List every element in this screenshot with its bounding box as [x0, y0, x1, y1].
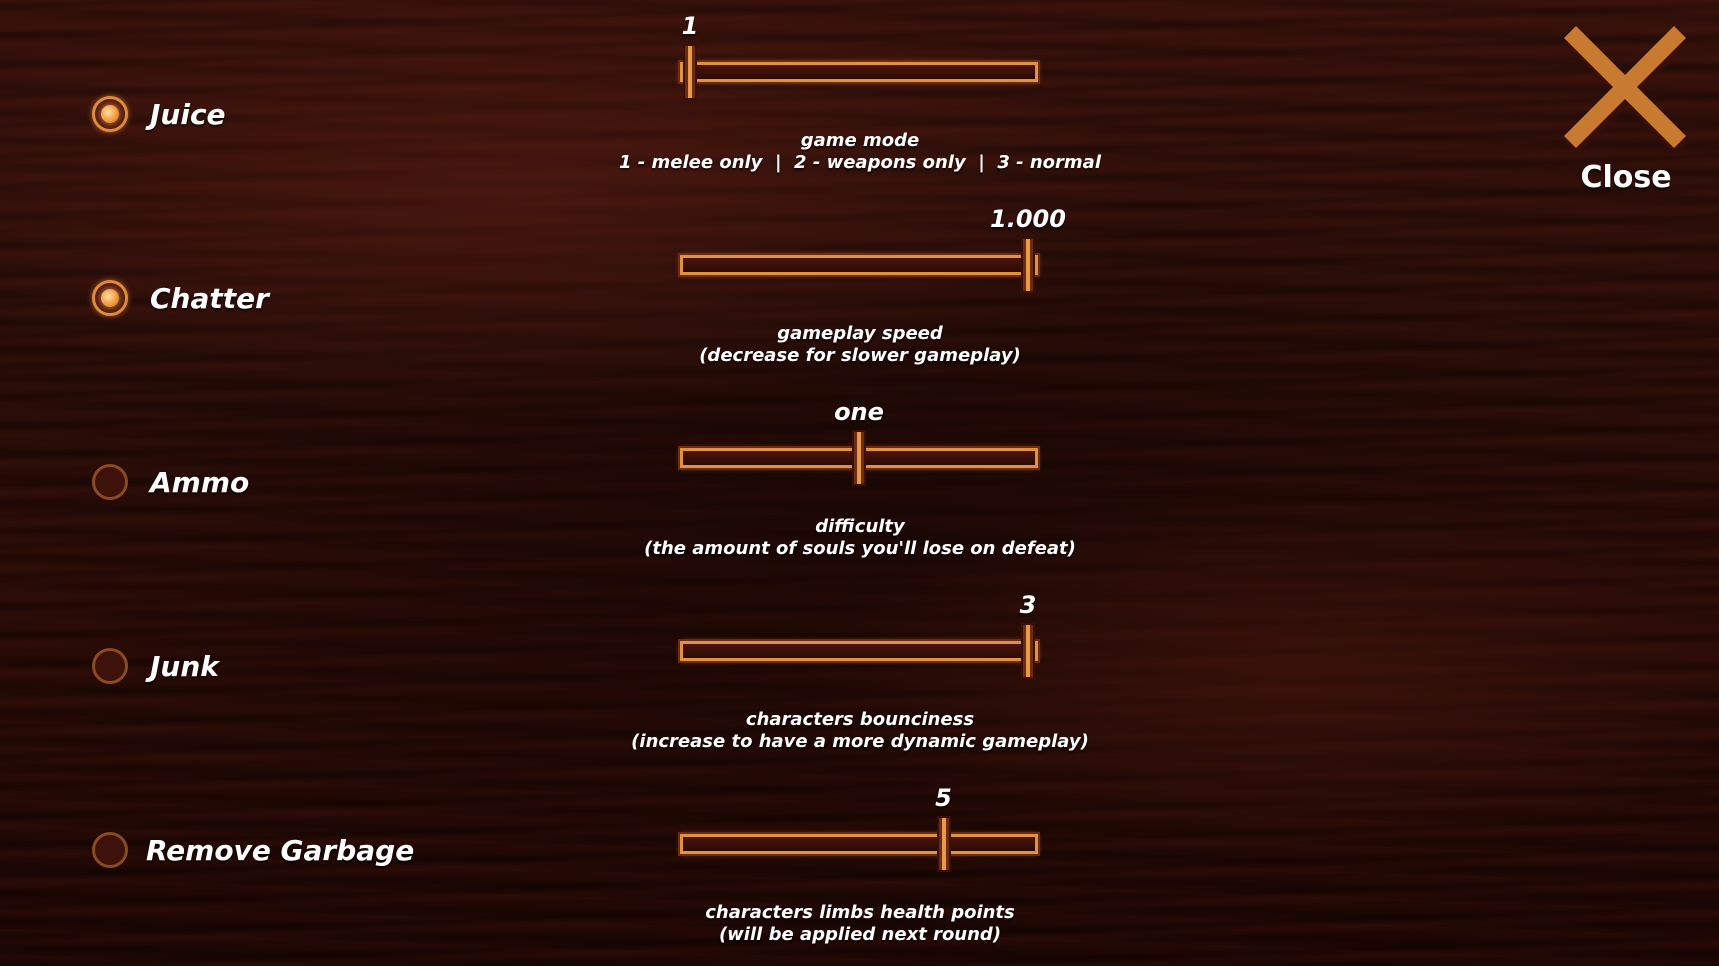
- toggle-label: Remove Garbage: [146, 833, 415, 867]
- slider-thumb[interactable]: [937, 816, 951, 872]
- toggle-juice[interactable]: [92, 94, 226, 134]
- close-button[interactable]: [1560, 26, 1692, 206]
- slider-value: 3: [1019, 591, 1037, 619]
- slider-description: [610, 323, 1110, 367]
- slider-description: [610, 902, 1110, 946]
- slider-desc-line2: (decrease for slower gameplay): [699, 345, 1021, 366]
- slider-thumb[interactable]: [1021, 237, 1035, 293]
- slider-bounciness: [610, 591, 1110, 771]
- slider-desc-line1: characters limbs health points: [705, 902, 1015, 923]
- slider-desc-line1: difficulty: [815, 516, 905, 537]
- toggle-label: Juice: [150, 97, 226, 131]
- toggle-ammo[interactable]: [92, 462, 249, 502]
- toggle-remove-garbage[interactable]: [92, 830, 414, 870]
- slider-desc-line1: game mode: [800, 130, 920, 151]
- close-label: Close: [1580, 160, 1672, 195]
- slider-thumb[interactable]: [683, 44, 697, 100]
- slider-track[interactable]: [680, 834, 1038, 854]
- toggle-label: Ammo: [150, 465, 250, 499]
- slider-track[interactable]: [680, 255, 1038, 275]
- slider-desc-line1: characters bounciness: [745, 709, 975, 730]
- toggle-chatter[interactable]: [92, 278, 269, 318]
- close-x-icon[interactable]: [1564, 26, 1688, 150]
- toggle-label: Chatter: [150, 281, 269, 315]
- slider-track[interactable]: [680, 62, 1038, 82]
- slider-desc-line2: (the amount of souls you'll lose on defeat): [644, 538, 1076, 559]
- slider-desc-line2: (will be applied next round): [718, 924, 1002, 945]
- slider-value: 5: [935, 784, 952, 812]
- slider-difficulty: [610, 398, 1110, 578]
- radio-button[interactable]: [92, 648, 128, 684]
- slider-desc-line2: 1 - melee only | 2 - weapons only | 3 - normal: [618, 152, 1101, 173]
- slider-gameplay-speed: [610, 205, 1110, 385]
- slider-value: 1: [681, 12, 699, 40]
- slider-desc-line2: (increase to have a more dynamic gameplay): [631, 731, 1089, 752]
- slider-thumb[interactable]: [1021, 623, 1035, 679]
- radio-button[interactable]: [92, 464, 128, 500]
- slider-value: one: [834, 398, 884, 426]
- slider-desc-line1: gameplay speed: [777, 323, 943, 344]
- slider-description: [610, 709, 1110, 753]
- slider-value: 1.000: [990, 205, 1066, 233]
- slider-description: [610, 516, 1110, 560]
- radio-button[interactable]: [92, 832, 128, 868]
- slider-thumb[interactable]: [852, 430, 866, 486]
- toggle-junk[interactable]: [92, 646, 219, 686]
- slider-description: [610, 130, 1110, 174]
- radio-button[interactable]: [92, 280, 128, 316]
- toggle-label: Junk: [150, 649, 219, 683]
- radio-button[interactable]: [92, 96, 128, 132]
- slider-track[interactable]: [680, 641, 1038, 661]
- slider-limbs-health: [610, 784, 1110, 964]
- slider-game-mode: [610, 12, 1110, 192]
